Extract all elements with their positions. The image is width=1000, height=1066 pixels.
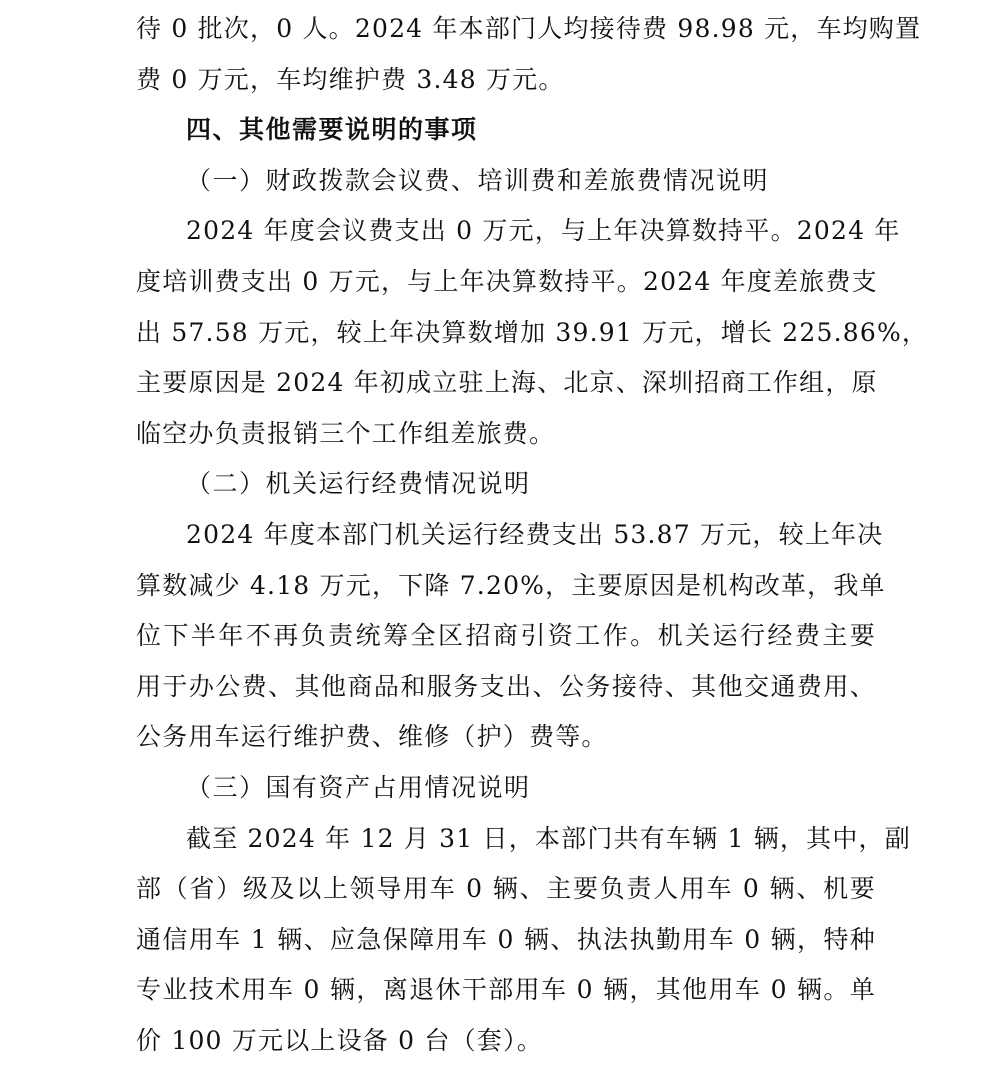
body-text-line: 2024 年度会议费支出 0 万元，与上年决算数持平。2024 年 xyxy=(186,216,901,246)
document-page xyxy=(136,4,929,1066)
body-text-line: 截至 2024 年 12 月 31 日，本部门共有车辆 1 辆，其中，副 xyxy=(186,823,911,853)
body-text-line: 位下半年不再负责统筹全区招商引资工作。机关运行经费主要 xyxy=(136,621,876,651)
body-text-line: 专业技术用车 0 辆，离退休干部用车 0 辆，其他用车 0 辆。单 xyxy=(136,975,876,1005)
body-text-line: 价 100 万元以上设备 0 台（套）。 xyxy=(136,1025,543,1055)
subsection-heading: （一）财政拨款会议费、培训费和差旅费情况说明 xyxy=(186,165,770,195)
body-text-line: 用于办公费、其他商品和服务支出、公务接待、其他交通费用、 xyxy=(136,671,876,701)
body-text-line: 2024 年度本部门机关运行经费支出 53.87 万元，较上年决 xyxy=(186,519,884,549)
body-text-line: 公务用车运行维护费、维修（护）费等。 xyxy=(136,722,608,752)
subsection-heading: （三）国有资产占用情况说明 xyxy=(186,772,531,802)
body-text-line: 待 0 批次，0 人。2024 年本部门人均接待费 98.98 元，车均购置 xyxy=(136,14,922,43)
body-text-line: 通信用车 1 辆、应急保障用车 0 辆、执法执勤用车 0 辆，特种 xyxy=(136,924,877,954)
body-text-line: 费 0 万元，车均维护费 3.48 万元。 xyxy=(136,64,565,94)
section-heading: 四、其他需要说明的事项 xyxy=(186,115,478,145)
body-text-line: 临空办负责报销三个工作组差旅费。 xyxy=(136,418,556,448)
body-text-line: 度培训费支出 0 万元，与上年决算数持平。2024 年度差旅费支 xyxy=(136,266,878,296)
body-text-line: 主要原因是 2024 年初成立驻上海、北京、深圳招商工作组，原 xyxy=(136,368,878,398)
body-text-line: 算数减少 4.18 万元，下降 7.20%，主要原因是机构改革，我单 xyxy=(136,570,886,600)
body-text-line: 部（省）级及以上领导用车 0 辆、主要负责人用车 0 辆、机要 xyxy=(136,874,876,904)
body-text-line: 出 57.58 万元，较上年决算数增加 39.91 万元，增长 225.86%， xyxy=(136,317,929,347)
subsection-heading: （二）机关运行经费情况说明 xyxy=(186,469,531,499)
